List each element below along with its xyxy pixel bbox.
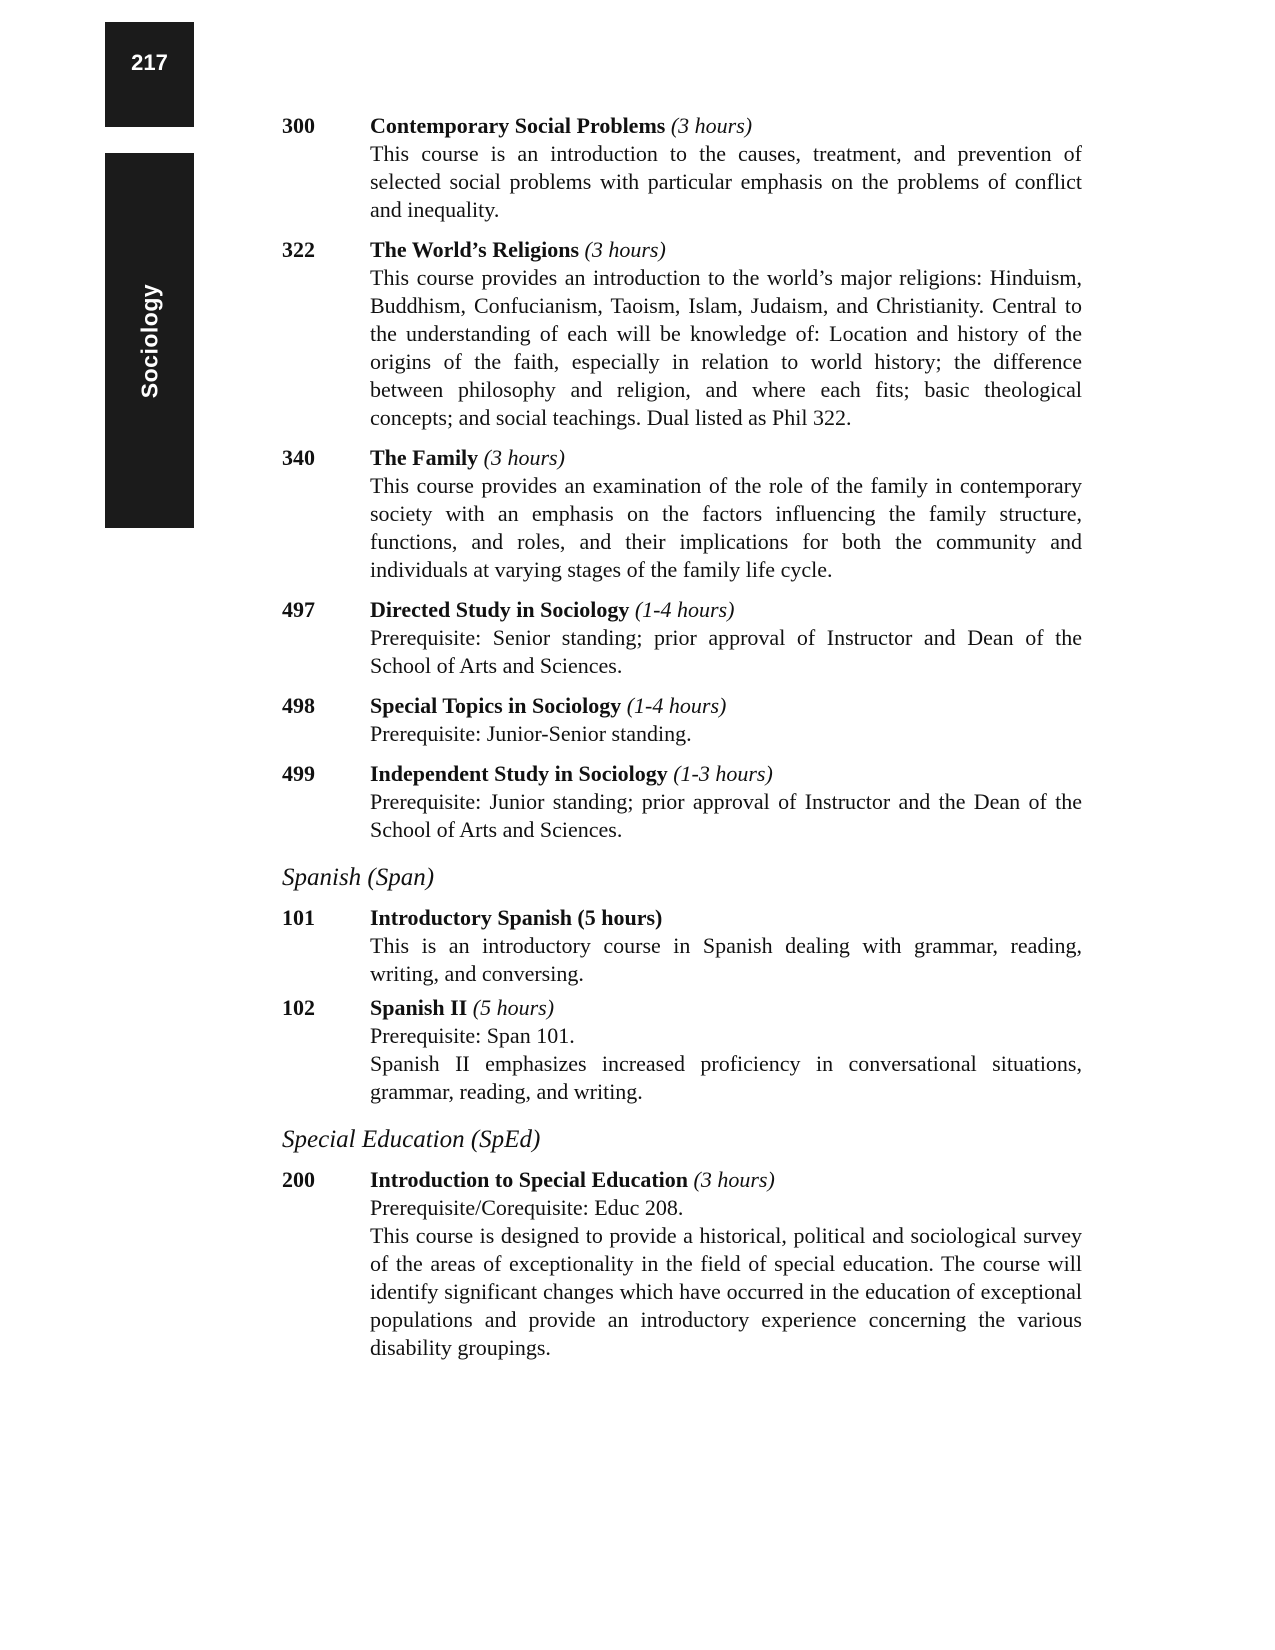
course-title: Special Topics in Sociology (1-4 hours) [370, 693, 727, 718]
course-number: 101 [282, 905, 315, 930]
course-description: This course is an introduction to the causes, treatment, and prevention of selected social problems with particular emphasis on the problems of conflict and inequality. [370, 141, 1082, 222]
page-number-tab [105, 22, 194, 127]
course-entry [282, 112, 1082, 224]
course-prerequisite: Prerequisite/Corequisite: Educ 208. [370, 1195, 684, 1220]
course-prerequisite: Prerequisite: Span 101. [370, 1023, 575, 1048]
section-side-tab [105, 153, 194, 528]
course-number: 300 [282, 113, 315, 138]
course-title: Independent Study in Sociology (1-3 hours) [370, 761, 773, 786]
course-title: Spanish II (5 hours) [370, 995, 555, 1020]
course-title: Directed Study in Sociology (1-4 hours) [370, 597, 735, 622]
course-title: Contemporary Social Problems (3 hours) [370, 113, 753, 138]
page-number: 217 [131, 50, 168, 75]
course-number: 499 [282, 761, 315, 786]
course-entry [282, 994, 1082, 1106]
course-entry [282, 236, 1082, 432]
course-entry [282, 596, 1082, 680]
course-number: 497 [282, 597, 315, 622]
section-heading-special-education: Special Education (SpEd) [282, 1126, 541, 1153]
course-title: Introductory Spanish (5 hours) [370, 905, 663, 930]
course-entry [282, 444, 1082, 584]
course-title: The Family (3 hours) [370, 445, 565, 470]
course-description: This course is designed to provide a historical, political and sociological survey of the areas of exceptionality in the field of special education. The course will identify significant changes which have occurred in the education of exceptional populations and provide an introductory experience concerning the various disability groupings. [370, 1223, 1082, 1360]
course-description: This is an introductory course in Spanish dealing with grammar, reading, writing, and conversing. [370, 933, 1082, 986]
course-title: The World’s Religions (3 hours) [370, 237, 666, 262]
section-side-tab-label: Sociology [136, 283, 162, 399]
course-number: 102 [282, 995, 315, 1020]
course-entry [282, 692, 1082, 748]
course-entry [282, 760, 1082, 844]
course-prerequisite: Prerequisite: Senior standing; prior approval of Instructor and Dean of the School of Arts and Sciences. [370, 625, 1082, 678]
course-prerequisite: Prerequisite: Junior-Senior standing. [370, 721, 692, 746]
course-description: This course provides an introduction to the world’s major religions: Hinduism, Buddhism, Confucianism, Taoism, Islam, Judaism, and Christianity. Central to the understanding of each will be knowledge of: Location and history of the origins of the faith, especially in relation to world history; the difference between philosophy and religion, and where each fits; basic theological concepts; and social teachings. Dual listed as Phil 322. [370, 265, 1082, 430]
course-prerequisite: Prerequisite: Junior standing; prior approval of Instructor and the Dean of the School of Arts and Sciences. [370, 789, 1082, 842]
course-description: This course provides an examination of the role of the family in contemporary society with an emphasis on the factors influencing the family structure, functions, and roles, and their implications for both the community and individuals at varying stages of the family life cycle. [370, 473, 1082, 582]
course-description: Spanish II emphasizes increased proficiency in conversational situations, grammar, reading, and writing. [370, 1051, 1082, 1104]
course-number: 322 [282, 237, 315, 262]
course-number: 200 [282, 1167, 315, 1192]
course-number: 340 [282, 445, 315, 470]
course-entry [282, 904, 1082, 988]
course-title: Introduction to Special Education (3 hours) [370, 1167, 775, 1192]
course-listing [282, 112, 1082, 1362]
course-number: 498 [282, 693, 315, 718]
course-entry [282, 1166, 1082, 1362]
section-heading-spanish: Spanish (Span) [282, 864, 435, 891]
